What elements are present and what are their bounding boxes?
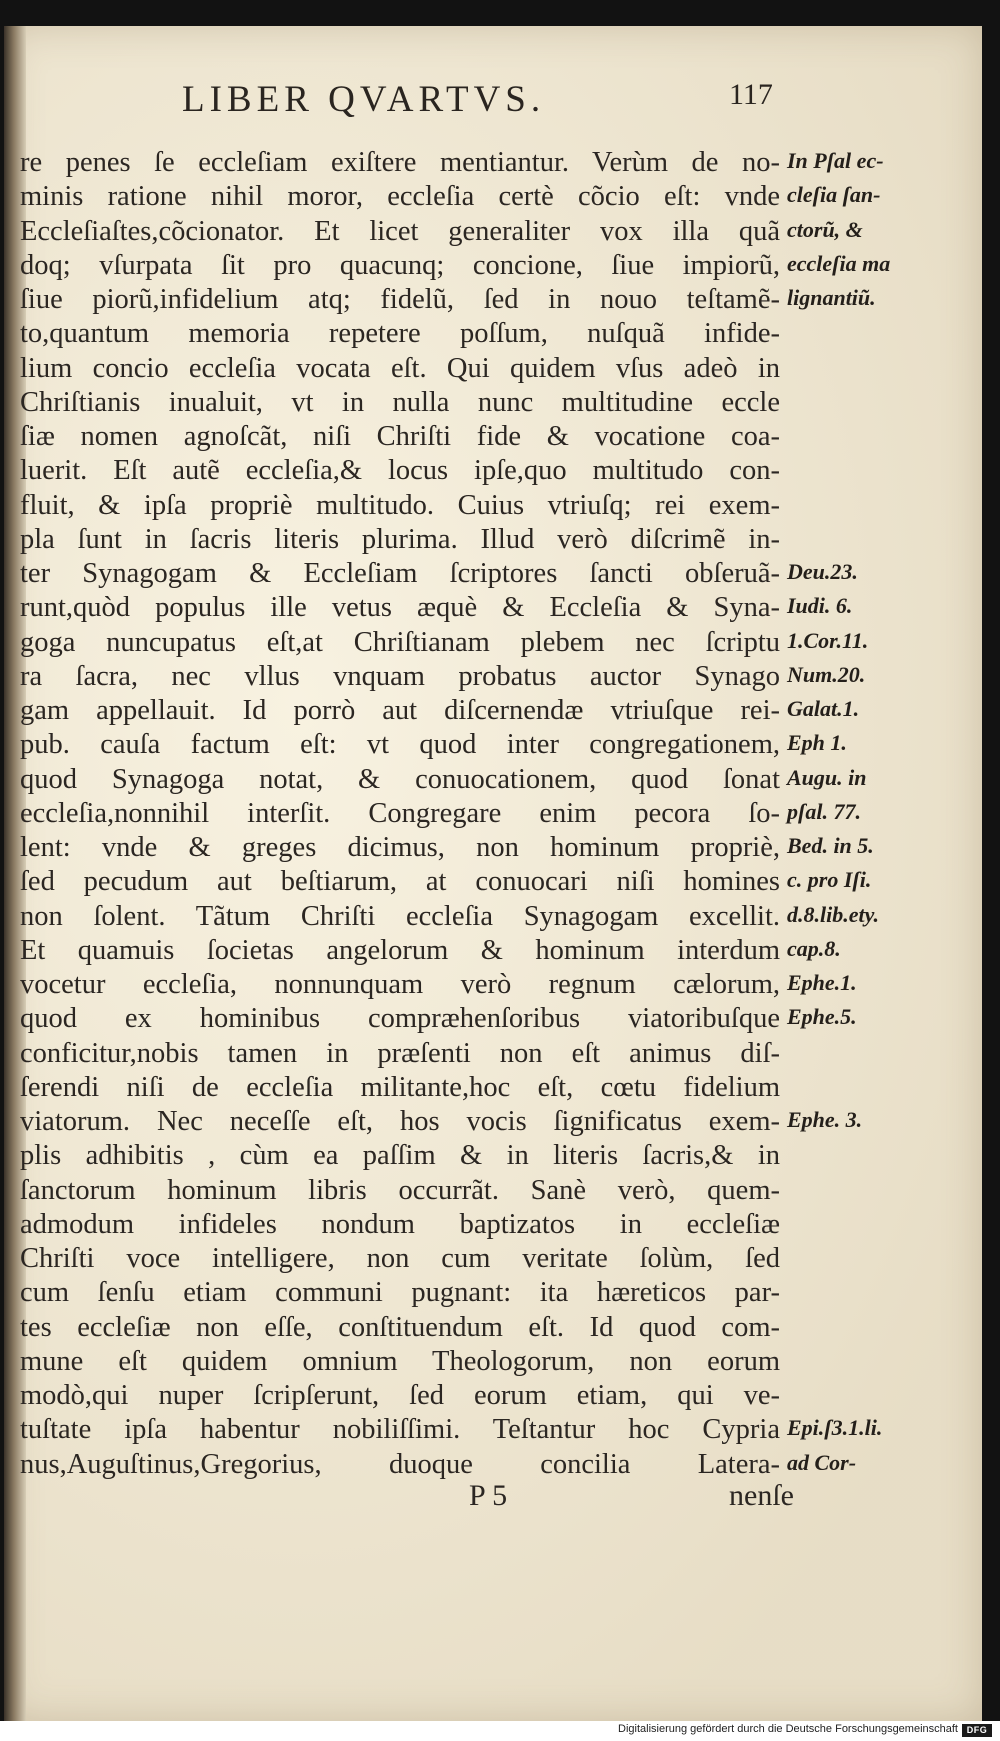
margin-note: Ephe.5.	[787, 1004, 857, 1030]
signature-mark: P 5	[469, 1479, 508, 1512]
text-line: runt,quòd populus ille vetus æquè & Eccleſia & Syna-	[20, 592, 780, 624]
text-line: Eccleſiaſtes,cõcionator. Et licet generaliter vox illa quã	[20, 215, 780, 247]
dfg-logo: DFG	[962, 1724, 992, 1737]
margin-note: d.8.lib.ety.	[787, 901, 880, 927]
book-page	[4, 26, 982, 1721]
margin-note: Epi.ſ3.1.li.	[787, 1415, 883, 1441]
folio-number: 117	[729, 78, 773, 111]
text-line: admodum infideles nondum baptizatos in eccleſiæ	[20, 1208, 780, 1240]
signature-line	[4, 1479, 982, 1519]
text-line: Chriſti voce intelligere, non cum veritate ſolùm, ſed	[20, 1243, 780, 1274]
margin-note: Galat.1.	[787, 696, 860, 721]
text-line: vocetur eccleſia, nonnunquam verò regnum cælorum,	[20, 969, 780, 1000]
text-line: cum ſenſu etiam communi pugnant: ita hæreticos par-	[20, 1277, 780, 1309]
text-line: pub. cauſa factum eſt: vt quod inter congregationem,	[20, 729, 780, 761]
text-line: non ſolent. Tãtum Chriſti eccleſia Synagogam excellit.	[20, 900, 780, 932]
text-line: lium concio eccleſia vocata eſt. Qui quidem vſus adeò in	[20, 352, 780, 384]
text-line: minis ratione nihil moror, eccleſia certè cõcio eſt: vnde	[20, 181, 780, 213]
margin-note: eccleſia ma	[787, 250, 891, 276]
text-line: eccleſia,nonnihil interſit. Congregare enim pecora ſo-	[20, 797, 780, 829]
text-line: ſiæ nomen agnoſcãt, niſi Chriſti fide & vocatione coa-	[20, 421, 780, 452]
margin-note: c. pro Iſi.	[787, 867, 872, 893]
text-line: plis adhibitis , cùm ea paſſim & in literis ſacris,& in	[20, 1140, 780, 1172]
text-line: viatorum. Nec neceſſe eſt, hos vocis ſignificatus exem-	[20, 1106, 780, 1137]
margin-note: Augu. in	[787, 764, 867, 790]
text-line: pla ſunt in ſacris literis plurima. Illud verò diſcrimẽ in-	[20, 523, 780, 555]
text-line: lent: vnde & greges dicimus, non hominum propriè,	[20, 832, 780, 863]
text-line: tuſtate ipſa habentur nobiliſſimi. Teſtantur hoc Cypria	[20, 1414, 780, 1446]
text-line: ter Synagogam & Eccleſiam ſcriptores ſancti obſeruã-	[20, 558, 780, 589]
text-line: fluit, & ipſa propriè multitudo. Cuius vtriuſq; rei exem-	[20, 489, 780, 521]
margin-note: Deu.23.	[787, 559, 858, 584]
text-line: ſanctorum hominum libris occurrãt. Sanè verò, quem-	[20, 1174, 780, 1206]
margin-note: ctorũ, &	[787, 216, 863, 242]
catchword: nenſe	[729, 1479, 794, 1512]
margin-note: In Pſal ec-	[787, 148, 884, 173]
text-line: ſiue piorũ,infidelium atq; fidelũ, ſed in nouo teſtamẽ-	[20, 284, 780, 315]
running-title: LIBER QVARTVS.	[182, 79, 546, 120]
page-header	[4, 78, 982, 128]
text-line: doq; vſurpata ſit pro quacunq; concione, ſiue impiorũ,	[20, 249, 780, 281]
margin-note: cap.8.	[787, 935, 841, 961]
margin-note: Ephe.1.	[787, 970, 857, 995]
text-line: to,quantum memoria repetere poſſum, nuſquã infide-	[20, 318, 780, 350]
margin-note: Eph 1.	[787, 730, 847, 756]
text-line: Et quamuis ſocietas angelorum & hominum interdum	[20, 934, 780, 966]
margin-note: lignantiũ.	[787, 285, 876, 310]
text-line: re penes ſe eccleſiam exiſtere mentiantur. Verùm de no-	[20, 147, 780, 178]
text-line: tes eccleſiæ non eſſe, conſtituendum eſt. Id quod com-	[20, 1311, 780, 1343]
text-line: quod ex hominibus compræhenſoribus viatoribuſque	[20, 1003, 780, 1035]
text-line: quod Synagoga notat, & conuocationem, quod ſonat	[20, 763, 780, 795]
body-text	[20, 146, 780, 1482]
margin-note: Num.20.	[787, 661, 866, 687]
text-line: mune eſt quidem omnium Theologorum, non eorum	[20, 1345, 780, 1377]
text-line: ra ſacra, nec vllus vnquam probatus auctor Synago	[20, 660, 780, 692]
margin-note: ad Cor-	[787, 1449, 857, 1475]
footer-bar	[0, 1721, 1000, 1741]
text-line: ſerendi niſi de eccleſia militante,hoc eſt, cœtu fidelium	[20, 1071, 780, 1103]
text-line: goga nuncupatus eſt,at Chriſtianam plebem nec ſcriptu	[20, 626, 780, 658]
margin-note: Iudi. 6.	[787, 593, 853, 619]
text-line: luerit. Eſt autẽ eccleſia,& locus ipſe,quo multitudo con-	[20, 455, 780, 487]
text-line: conficitur,nobis tamen in præſenti non eſt animus diſ-	[20, 1037, 780, 1069]
digitization-credit: Digitalisierung gefördert durch die Deutsche Forschungsgemeinschaft	[618, 1723, 958, 1735]
text-line: ſed pecudum aut beſtiarum, at conuocari niſi homines	[20, 866, 780, 898]
margin-note: Bed. in 5.	[787, 833, 874, 858]
text-line: gam appellauit. Id porrò aut diſcernendæ vtriuſque rei-	[20, 695, 780, 726]
text-line: Chriſtianis inualuit, vt in nulla nunc multitudine eccle	[20, 386, 780, 418]
margin-note: Ephe. 3.	[787, 1107, 863, 1132]
margin-note: cleſia ſan-	[787, 182, 881, 208]
margin-note: pſal. 77.	[787, 798, 861, 824]
text-line: modò,qui nuper ſcripſerunt, ſed eorum etiam, qui ve-	[20, 1380, 780, 1411]
margin-note: 1.Cor.11.	[787, 627, 869, 653]
text-line: nus,Auguſtinus,Gregorius, duoque concilia Latera-	[20, 1448, 780, 1480]
